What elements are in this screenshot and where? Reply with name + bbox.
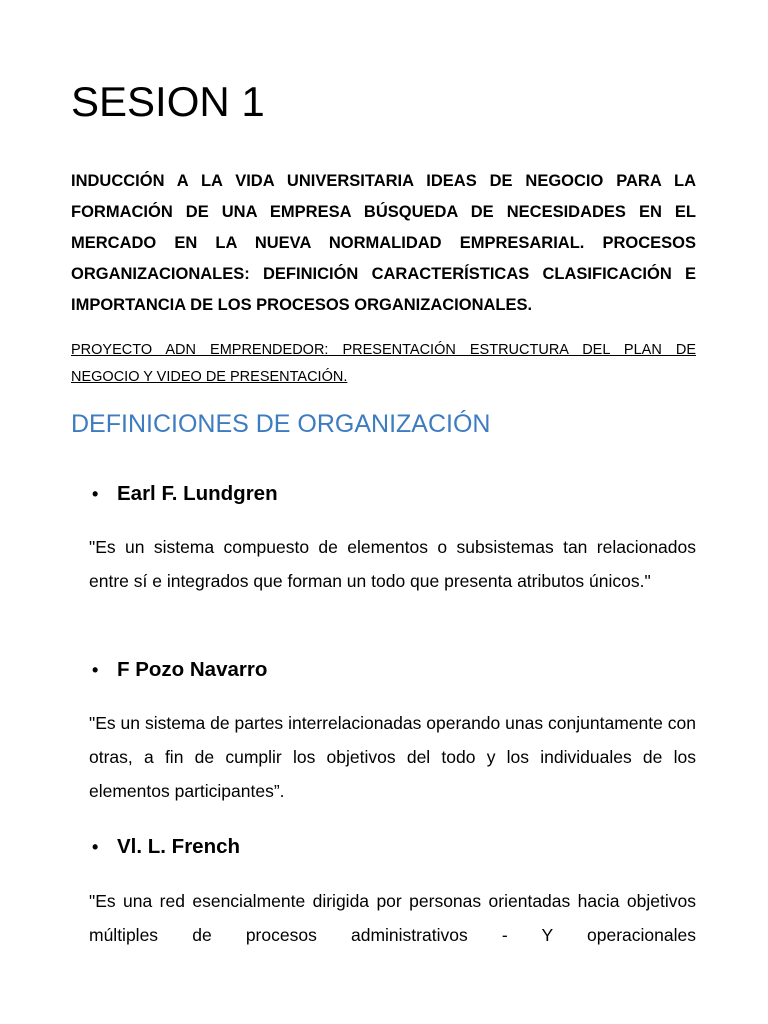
definition-quote-1: "Es un sistema compuesto de elementos o subsistemas tan relacionados entre sí e integrados que forman un todo que presenta atributos únicos." [89,537,696,591]
bullet-icon: • [92,837,99,857]
bullet-icon: • [92,660,99,680]
definition-quote-2: "Es un sistema de partes interrelacionadas operando unas conjuntamente con otras, a fin de cumplir los objetivos del todo y los individuales de los elementos participantes”. [89,713,696,801]
bullet-icon: • [92,484,99,504]
page-title: SESION 1 [71,78,265,125]
author-name: Earl F. Lundgren [117,482,278,505]
author-name: Vl. L. French [117,835,241,858]
session-intro: INDUCCIÓN A LA VIDA UNIVERSITARIA IDEAS DE NEGOCIO PARA LA FORMACIÓN DE UNA EMPRESA BÚSQUEDA DE NECESIDADES EN EL MERCADO EN LA NUEVA NORMALIDAD EMPRESARIAL. PROCESOS ORGANIZACIONALES: DEFINICIÓN CARACTERÍSTICAS CLASIFICACIÓN E IMPORTANCIA DE LOS PROCESOS ORGANIZACIONALES. [71,172,696,314]
section-heading: DEFINICIONES DE ORGANIZACIÓN [71,410,491,438]
definition-author-1 [92,480,278,508]
project-note: PROYECTO ADN EMPRENDEDOR: PRESENTACIÓN ESTRUCTURA DEL PLAN DE NEGOCIO Y VIDEO DE PRESENTACIÓN. [71,342,696,385]
definition-quote-3: "Es una red esencialmente dirigida por personas orientadas hacia objetivos múltiples de procesos administrativos - Y operacionales [89,891,696,945]
author-name: F Pozo Navarro [117,658,268,681]
definition-author-2 [92,656,267,684]
definition-author-3 [92,833,240,861]
